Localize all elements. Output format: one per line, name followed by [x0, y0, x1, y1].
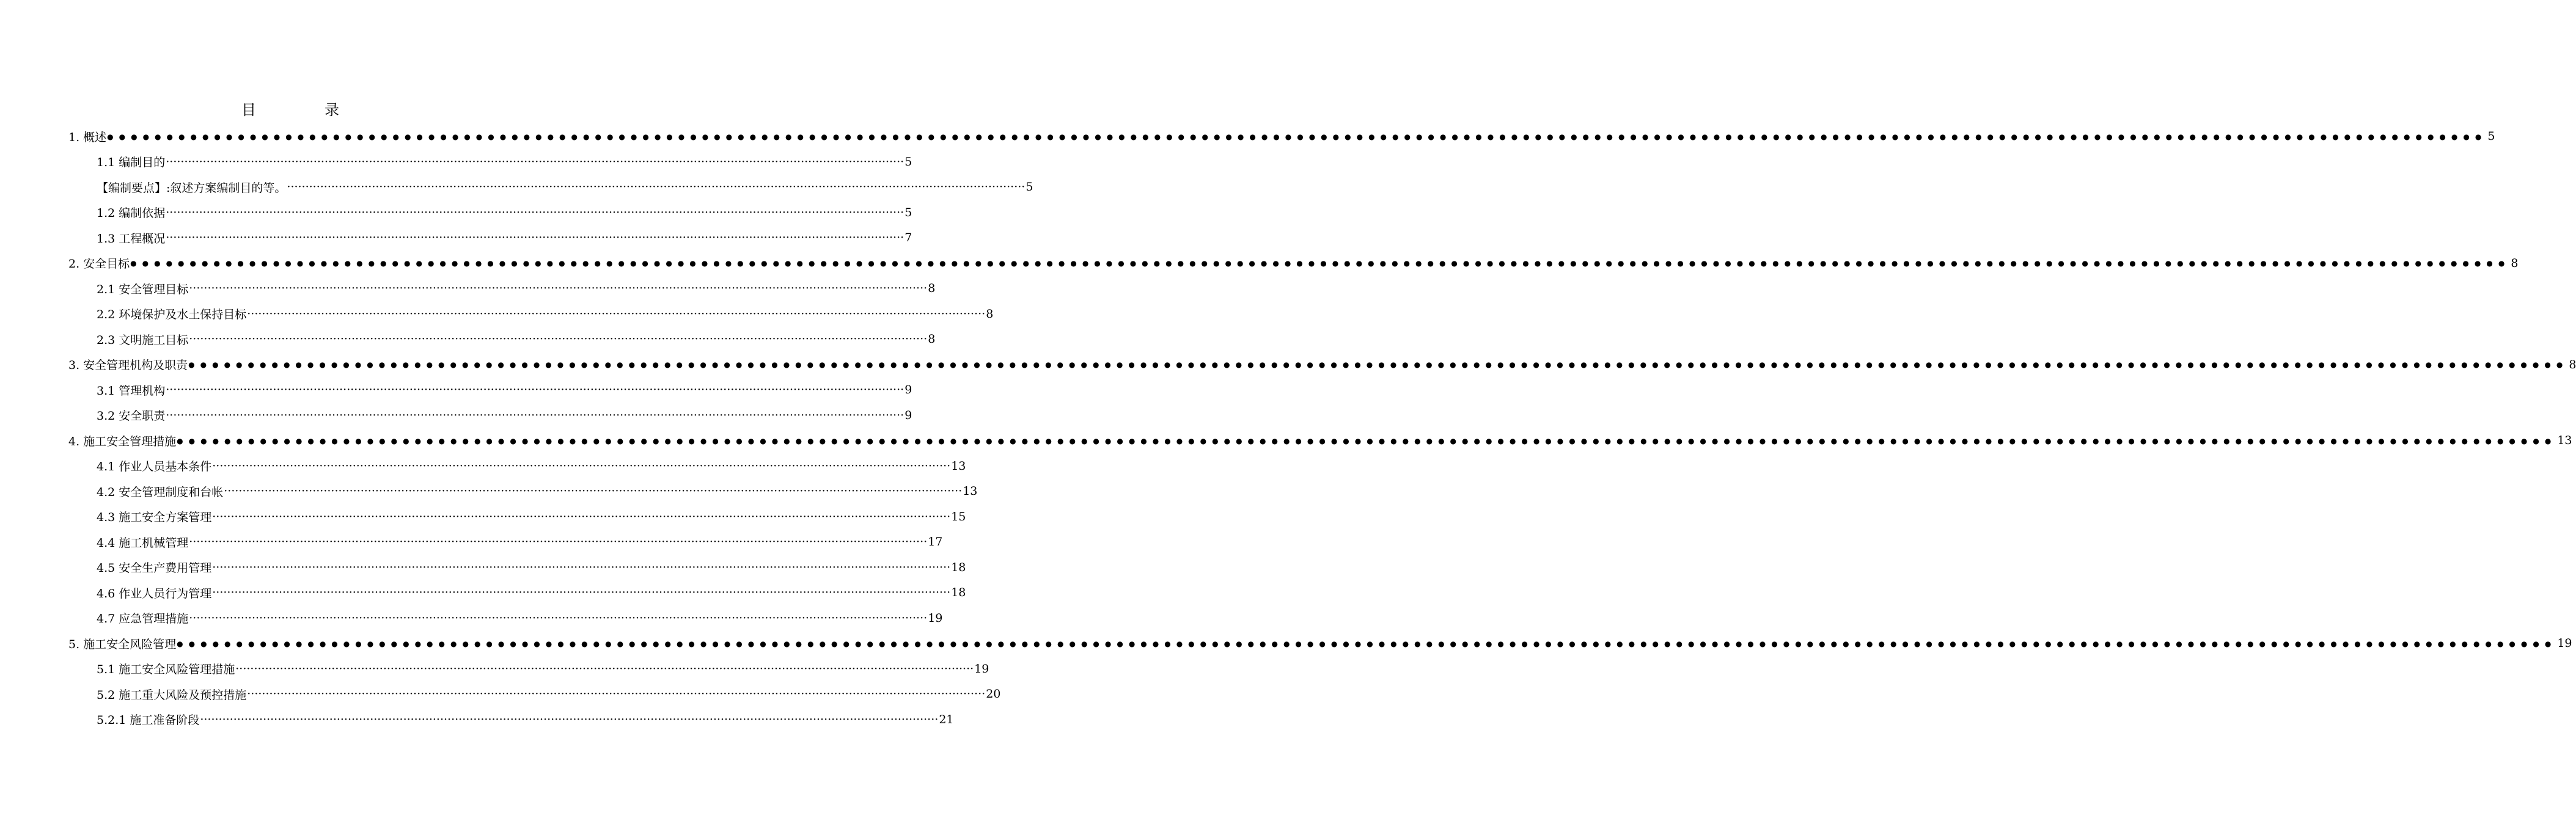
toc-dot-leader: ●●●●●●●●●●●●●●●●●●●●●●●●●●●●●●●●●●●●●●●●●●●●●●●●●●●●●●●●●●●●●●●●●●●●●●●●●●●●●●●●●●●●●●●●●●●●●●●●●●●●●●●●●●●●●●●●●●●●●●●●●●●●●●●●●●●●●●●●●●●●●●●●●●●●●●●●●●●●●●●●●●●●●●●●●●●●●●●●●●●●●●●●●●●●●●●●●●●●●●●● — [177, 436, 2557, 445]
toc-title: 目 录 — [241, 101, 366, 119]
toc-entry-label: 5. 施工安全风险管理 — [68, 637, 177, 651]
toc-entry-label: 2.3 文明施工目标 — [97, 333, 189, 347]
toc-entry-page-number: 5 — [1026, 180, 1033, 194]
toc-entry[interactable] — [97, 657, 989, 681]
toc-dot-leader: ········································································································································································································ — [212, 459, 951, 473]
toc-entry[interactable] — [97, 580, 966, 605]
toc-entry-page-number: 5 — [905, 205, 912, 219]
toc-entry-label: 【编制要点】:叙述方案编制目的等。 — [97, 181, 287, 195]
toc-entry-label: 4.3 施工安全方案管理 — [97, 511, 212, 524]
toc-entry-page-number: 8 — [928, 332, 936, 346]
toc-entry-label: 4.1 作业人员基本条件 — [97, 460, 212, 473]
toc-dot-leader: ········································································································································································································ — [212, 560, 951, 574]
toc-entry-label: 1. 概述 — [68, 130, 107, 144]
toc-entry-page-number: 5 — [905, 155, 912, 169]
toc-entry-label: 1.1 编制目的 — [97, 156, 166, 169]
toc-dot-leader: ········································································································································································································ — [200, 712, 939, 726]
toc-entry-label: 3.2 安全职责 — [97, 409, 166, 423]
toc-entry-page-number: 8 — [2511, 256, 2519, 270]
toc-dot-leader: ········································································································································································································ — [212, 509, 951, 524]
toc-entry-page-number: 13 — [951, 459, 966, 473]
toc-entry[interactable] — [97, 175, 1033, 199]
toc-dot-leader: ········································································································································································································ — [166, 231, 905, 244]
toc-entry[interactable] — [68, 631, 2572, 655]
toc-entry-page-number: 19 — [974, 662, 989, 676]
toc-entry-label: 3.1 管理机构 — [97, 384, 166, 398]
toc-entry[interactable] — [97, 479, 978, 503]
toc-dot-leader: ········································································································································································································ — [247, 687, 986, 701]
toc-entry[interactable] — [97, 327, 936, 351]
toc-entry-page-number: 7 — [905, 231, 912, 244]
toc-entry-page-number: 21 — [939, 712, 954, 726]
toc-dot-leader: ········································································································································································································ — [235, 662, 974, 676]
toc-entry-page-number: 5 — [2487, 130, 2495, 143]
toc-dot-leader: ········································································································································································································ — [224, 484, 963, 498]
toc-entry-label: 4.4 施工机械管理 — [97, 536, 189, 550]
toc-entry-page-number: 17 — [928, 535, 943, 549]
toc-dot-leader: ●●●●●●●●●●●●●●●●●●●●●●●●●●●●●●●●●●●●●●●●●●●●●●●●●●●●●●●●●●●●●●●●●●●●●●●●●●●●●●●●●●●●●●●●●●●●●●●●●●●●●●●●●●●●●●●●●●●●●●●●●●●●●●●●●●●●●●●●●●●●●●●●●●●●●●●●●●●●●●●●●●●●●●●●●●●●●●●●●●●●●●●●●●●●●●●●●●●●●●●● — [107, 132, 2487, 141]
toc-entry[interactable] — [97, 403, 912, 428]
toc-dot-leader: ●●●●●●●●●●●●●●●●●●●●●●●●●●●●●●●●●●●●●●●●●●●●●●●●●●●●●●●●●●●●●●●●●●●●●●●●●●●●●●●●●●●●●●●●●●●●●●●●●●●●●●●●●●●●●●●●●●●●●●●●●●●●●●●●●●●●●●●●●●●●●●●●●●●●●●●●●●●●●●●●●●●●●●●●●●●●●●●●●●●●●●●●●●●●●●●●●●●●●●●● — [130, 259, 2511, 268]
toc-dot-leader: ········································································································································································································ — [189, 282, 928, 295]
toc-entry[interactable] — [68, 124, 2495, 148]
toc-entry[interactable] — [97, 302, 994, 326]
toc-entry-label: 3. 安全管理机构及职责 — [68, 359, 188, 372]
toc-entry-page-number: 18 — [951, 560, 966, 574]
toc-entry-label: 5.1 施工安全风险管理措施 — [97, 663, 235, 676]
toc-entry-page-number: 9 — [905, 383, 912, 396]
toc-entry-label: 4.7 应急管理措施 — [97, 612, 189, 626]
toc-entry-label: 4.6 作业人员行为管理 — [97, 586, 212, 600]
toc-entry-page-number: 19 — [2557, 637, 2572, 650]
toc-dot-leader: ········································································································································································································ — [189, 535, 928, 549]
toc-entry[interactable] — [68, 251, 2519, 275]
toc-entry-page-number: 8 — [928, 282, 936, 295]
toc-entry-label: 4.5 安全生产费用管理 — [97, 561, 212, 575]
toc-dot-leader: ········································································································································································································ — [166, 383, 905, 396]
toc-entry-label: 1.3 工程概况 — [97, 232, 166, 246]
toc-dot-leader: ········································································································································································································ — [247, 307, 986, 321]
toc-entry-label: 5.2 施工重大风险及预控措施 — [97, 688, 247, 702]
toc-dot-leader: ········································································································································································································ — [166, 205, 905, 219]
toc-entry[interactable] — [97, 378, 912, 402]
toc-entry[interactable] — [97, 682, 1001, 706]
toc-entry[interactable] — [68, 352, 2576, 377]
toc-entry[interactable] — [97, 225, 912, 250]
toc-entry[interactable] — [97, 606, 943, 630]
toc-dot-leader: ········································································································································································································ — [166, 155, 905, 169]
toc-entry[interactable] — [97, 200, 912, 225]
toc-dot-leader: ········································································································································································································ — [287, 180, 1026, 194]
toc-entry-page-number: 15 — [951, 509, 966, 524]
toc-entry-label: 1.2 编制依据 — [97, 206, 166, 220]
toc-entry[interactable] — [97, 454, 966, 478]
toc-dot-leader: ········································································································································································································ — [189, 332, 928, 346]
toc-entry-page-number: 13 — [963, 484, 978, 498]
toc-dot-leader: ●●●●●●●●●●●●●●●●●●●●●●●●●●●●●●●●●●●●●●●●●●●●●●●●●●●●●●●●●●●●●●●●●●●●●●●●●●●●●●●●●●●●●●●●●●●●●●●●●●●●●●●●●●●●●●●●●●●●●●●●●●●●●●●●●●●●●●●●●●●●●●●●●●●●●●●●●●●●●●●●●●●●●●●●●●●●●●●●●●●●●●●●●●●●●●●●●●●●●●●● — [188, 360, 2569, 369]
toc-entry-label: 2.2 环境保护及水土保持目标 — [97, 308, 247, 321]
toc-entry-page-number: 18 — [951, 586, 966, 599]
toc-dot-leader: ········································································································································································································ — [166, 408, 905, 422]
toc-entry[interactable] — [97, 707, 954, 732]
toc-entry-page-number: 9 — [905, 408, 912, 422]
toc-entry[interactable] — [97, 505, 966, 529]
toc-entry-page-number: 20 — [986, 687, 1001, 701]
toc-entry[interactable] — [97, 530, 943, 554]
toc-entry[interactable] — [68, 428, 2572, 453]
toc-entry-page-number: 19 — [928, 611, 943, 625]
toc-entry[interactable] — [97, 276, 936, 301]
toc-entry-page-number: 8 — [986, 307, 994, 321]
toc-entry[interactable] — [97, 150, 912, 174]
toc-entry-label: 4.2 安全管理制度和台帐 — [97, 485, 224, 499]
toc-entry[interactable] — [97, 555, 966, 580]
toc-entry-label: 5.2.1 施工准备阶段 — [97, 713, 200, 727]
toc-entry-label: 2. 安全目标 — [68, 257, 130, 271]
toc-dot-leader: ········································································································································································································ — [212, 586, 951, 599]
toc-dot-leader: ●●●●●●●●●●●●●●●●●●●●●●●●●●●●●●●●●●●●●●●●●●●●●●●●●●●●●●●●●●●●●●●●●●●●●●●●●●●●●●●●●●●●●●●●●●●●●●●●●●●●●●●●●●●●●●●●●●●●●●●●●●●●●●●●●●●●●●●●●●●●●●●●●●●●●●●●●●●●●●●●●●●●●●●●●●●●●●●●●●●●●●●●●●●●●●●●●●●●●●●● — [177, 639, 2557, 648]
toc-entry-label: 2.1 安全管理目标 — [97, 282, 189, 296]
toc-entry-page-number: 8 — [2569, 357, 2576, 371]
toc-entry-page-number: 13 — [2557, 434, 2572, 447]
toc-entry-label: 4. 施工安全管理措施 — [68, 434, 177, 448]
toc-dot-leader: ········································································································································································································ — [189, 611, 928, 625]
